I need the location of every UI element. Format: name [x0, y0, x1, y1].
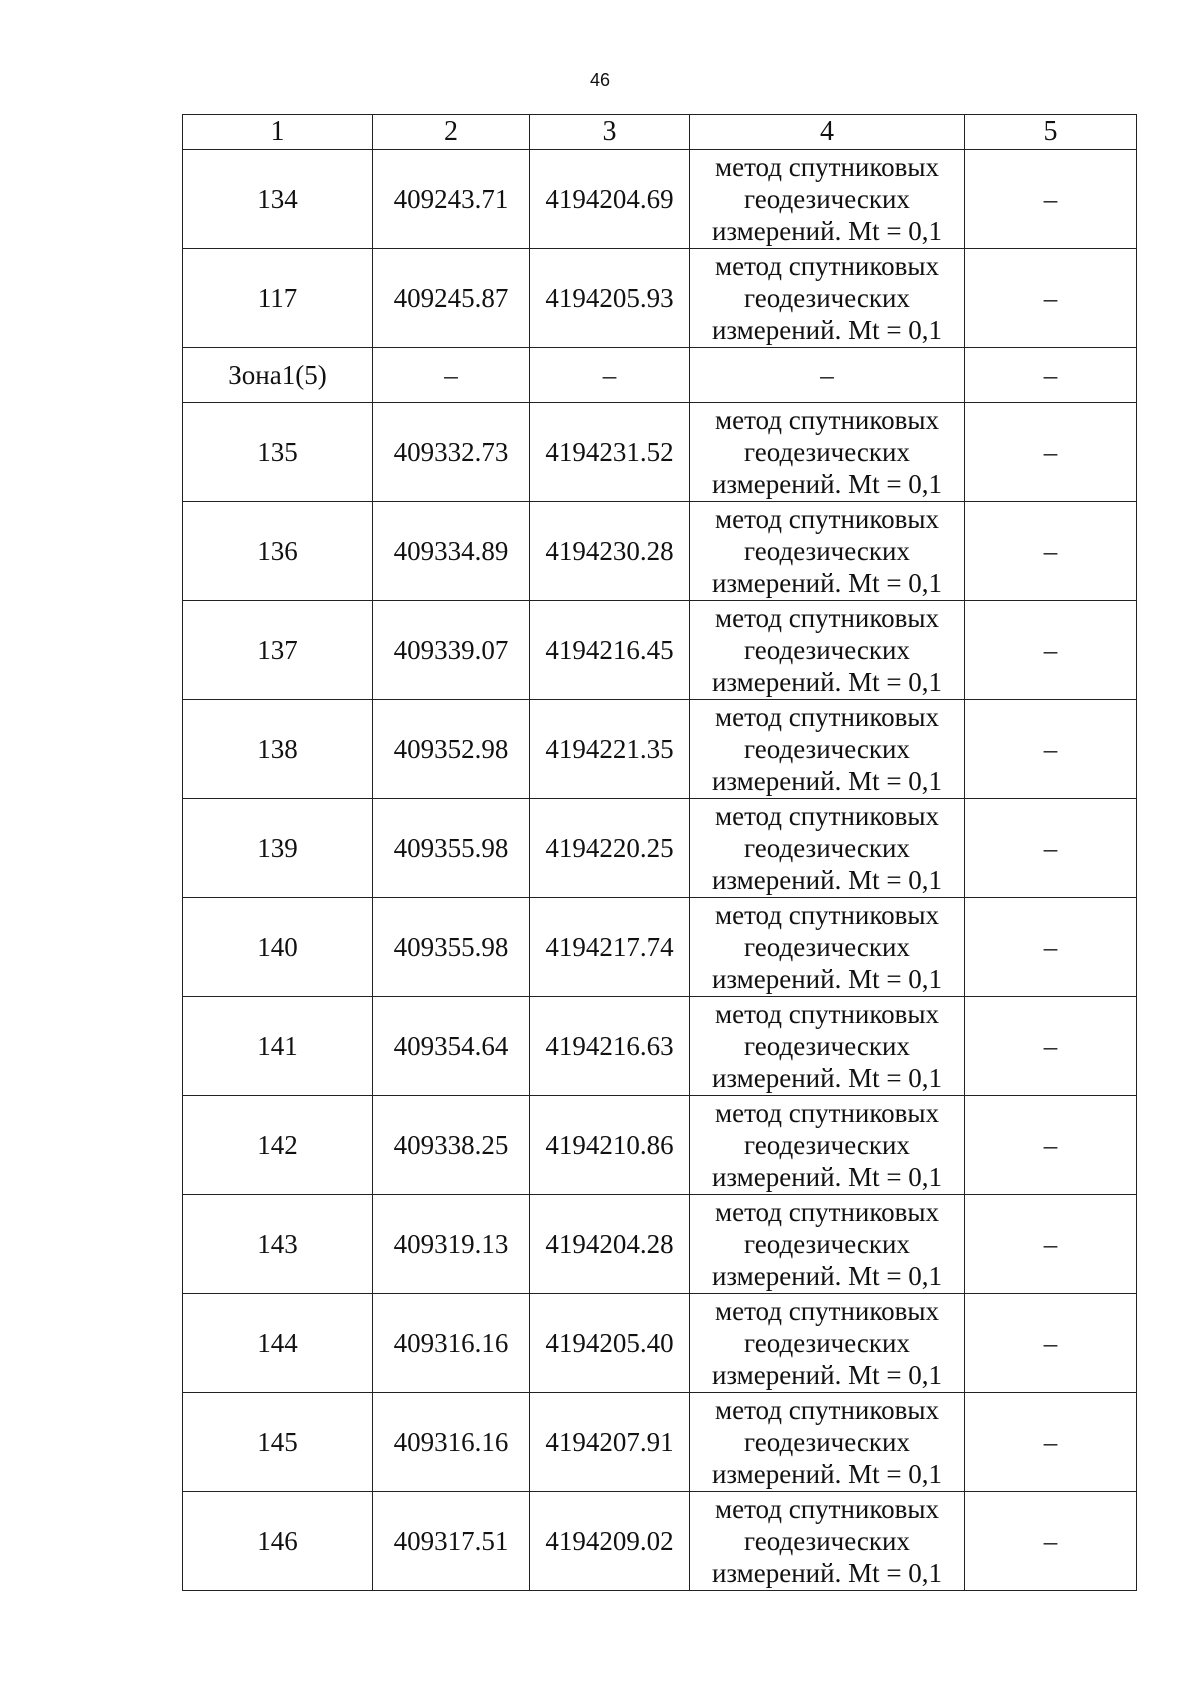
y-coordinate-cell: 4194204.28	[530, 1195, 690, 1294]
column-header-5: 5	[965, 115, 1137, 150]
column-header-4: 4	[690, 115, 965, 150]
method-line: геодезических	[744, 932, 910, 962]
point-number-cell: 139	[183, 799, 373, 898]
table-row	[183, 700, 1137, 799]
method-line: метод спутниковых	[715, 251, 939, 281]
method-line: метод спутниковых	[715, 152, 939, 182]
note-cell: –	[965, 403, 1137, 502]
x-coordinate-cell: 409339.07	[373, 601, 530, 700]
method-line: измерений. Mt = 0,1	[711, 1063, 943, 1093]
note-cell: –	[965, 1096, 1137, 1195]
method-cell	[690, 502, 965, 601]
note-cell: –	[965, 700, 1137, 799]
y-coordinate-cell: 4194209.02	[530, 1492, 690, 1591]
method-line: геодезических	[744, 1328, 910, 1358]
method-line: измерений. Mt = 0,1	[711, 216, 943, 246]
method-line: измерений. Mt = 0,1	[711, 1261, 943, 1291]
x-coordinate-cell: 409355.98	[373, 799, 530, 898]
point-number-cell: 146	[183, 1492, 373, 1591]
table-row	[183, 799, 1137, 898]
y-coordinate-cell: 4194231.52	[530, 403, 690, 502]
method-cell	[690, 700, 965, 799]
note-cell: –	[965, 799, 1137, 898]
x-coordinate-cell: 409316.16	[373, 1294, 530, 1393]
x-coordinate-cell: 409338.25	[373, 1096, 530, 1195]
method-cell	[690, 249, 965, 348]
method-line: метод спутниковых	[715, 900, 939, 930]
method-line: геодезических	[744, 1130, 910, 1160]
method-cell	[690, 799, 965, 898]
zone-row	[183, 348, 1137, 403]
method-cell	[690, 997, 965, 1096]
method-line: метод спутниковых	[715, 1395, 939, 1425]
table-row	[183, 1393, 1137, 1492]
column-header-3: 3	[530, 115, 690, 150]
note-cell: –	[965, 150, 1137, 249]
y-coordinate-cell: 4194217.74	[530, 898, 690, 997]
x-coordinate-cell: 409319.13	[373, 1195, 530, 1294]
note-cell: –	[965, 1492, 1137, 1591]
method-line: метод спутниковых	[715, 1296, 939, 1326]
point-number-cell: 144	[183, 1294, 373, 1393]
table-row	[183, 403, 1137, 502]
y-coordinate-cell: 4194216.45	[530, 601, 690, 700]
point-number-cell: 138	[183, 700, 373, 799]
method-line: измерений. Mt = 0,1	[711, 766, 943, 796]
y-coordinate-cell: 4194207.91	[530, 1393, 690, 1492]
point-number-cell: 142	[183, 1096, 373, 1195]
y-coordinate-cell: 4194210.86	[530, 1096, 690, 1195]
table-header-row	[183, 115, 1137, 150]
method-line: метод спутниковых	[715, 1098, 939, 1128]
method-line: геодезических	[744, 184, 910, 214]
table-row	[183, 1195, 1137, 1294]
table-body	[183, 150, 1137, 1591]
point-number-cell: 137	[183, 601, 373, 700]
method-line: геодезических	[744, 1526, 910, 1556]
method-line: метод спутниковых	[715, 405, 939, 435]
note-cell: –	[965, 348, 1137, 403]
y-coordinate-cell: 4194221.35	[530, 700, 690, 799]
method-line: измерений. Mt = 0,1	[711, 667, 943, 697]
method-cell	[690, 403, 965, 502]
point-number-cell: 136	[183, 502, 373, 601]
method-line: метод спутниковых	[715, 504, 939, 534]
method-line: метод спутниковых	[715, 801, 939, 831]
note-cell: –	[965, 601, 1137, 700]
method-line: метод спутниковых	[715, 702, 939, 732]
method-cell	[690, 898, 965, 997]
y-coordinate-cell: 4194205.93	[530, 249, 690, 348]
method-line: измерений. Mt = 0,1	[711, 1162, 943, 1192]
method-line: измерений. Mt = 0,1	[711, 315, 943, 345]
table-row	[183, 601, 1137, 700]
method-line: измерений. Mt = 0,1	[711, 568, 943, 598]
x-coordinate-cell: 409245.87	[373, 249, 530, 348]
table-row	[183, 1492, 1137, 1591]
method-line: измерений. Mt = 0,1	[711, 964, 943, 994]
method-line: геодезических	[744, 437, 910, 467]
method-line: измерений. Mt = 0,1	[711, 1360, 943, 1390]
method-cell	[690, 1096, 965, 1195]
point-number-cell: 117	[183, 249, 373, 348]
method-line: метод спутниковых	[715, 1197, 939, 1227]
x-coordinate-cell: 409334.89	[373, 502, 530, 601]
x-coordinate-cell: 409316.16	[373, 1393, 530, 1492]
note-cell: –	[965, 1195, 1137, 1294]
page-number: 46	[589, 70, 611, 90]
method-line: геодезических	[744, 734, 910, 764]
method-line: –	[820, 360, 834, 390]
method-line: метод спутниковых	[715, 1494, 939, 1524]
method-line: геодезических	[744, 1427, 910, 1457]
table-row	[183, 1096, 1137, 1195]
x-coordinate-cell: 409354.64	[373, 997, 530, 1096]
coordinates-table	[182, 114, 1137, 1591]
method-cell	[690, 1294, 965, 1393]
x-coordinate-cell: 409317.51	[373, 1492, 530, 1591]
method-line: геодезических	[744, 1031, 910, 1061]
method-cell	[690, 150, 965, 249]
table-row	[183, 150, 1137, 249]
note-cell: –	[965, 1294, 1137, 1393]
note-cell: –	[965, 1393, 1137, 1492]
method-line: метод спутниковых	[715, 999, 939, 1029]
table-row	[183, 249, 1137, 348]
point-number-cell: 134	[183, 150, 373, 249]
y-coordinate-cell: 4194204.69	[530, 150, 690, 249]
note-cell: –	[965, 997, 1137, 1096]
point-number-cell: Зона1(5)	[183, 348, 373, 403]
y-coordinate-cell: 4194230.28	[530, 502, 690, 601]
method-line: измерений. Mt = 0,1	[711, 865, 943, 895]
x-coordinate-cell: 409352.98	[373, 700, 530, 799]
y-coordinate-cell: 4194216.63	[530, 997, 690, 1096]
table-row	[183, 898, 1137, 997]
method-cell	[690, 601, 965, 700]
method-line: геодезических	[744, 833, 910, 863]
table-row	[183, 997, 1137, 1096]
point-number-cell: 145	[183, 1393, 373, 1492]
note-cell: –	[965, 898, 1137, 997]
method-line: геодезических	[744, 536, 910, 566]
method-line: геодезических	[744, 1229, 910, 1259]
method-line: геодезических	[744, 635, 910, 665]
x-coordinate-cell: 409332.73	[373, 403, 530, 502]
x-coordinate-cell: –	[373, 348, 530, 403]
note-cell: –	[965, 502, 1137, 601]
method-line: измерений. Mt = 0,1	[711, 469, 943, 499]
method-line: геодезических	[744, 283, 910, 313]
method-cell	[690, 1195, 965, 1294]
method-cell	[690, 1393, 965, 1492]
y-coordinate-cell: 4194220.25	[530, 799, 690, 898]
method-cell	[690, 348, 965, 403]
table-row	[183, 502, 1137, 601]
column-header-1: 1	[183, 115, 373, 150]
method-line: метод спутниковых	[715, 603, 939, 633]
method-cell	[690, 1492, 965, 1591]
y-coordinate-cell: –	[530, 348, 690, 403]
point-number-cell: 140	[183, 898, 373, 997]
y-coordinate-cell: 4194205.40	[530, 1294, 690, 1393]
point-number-cell: 135	[183, 403, 373, 502]
point-number-cell: 141	[183, 997, 373, 1096]
note-cell: –	[965, 249, 1137, 348]
column-header-2: 2	[373, 115, 530, 150]
point-number-cell: 143	[183, 1195, 373, 1294]
method-line: измерений. Mt = 0,1	[711, 1558, 943, 1588]
method-line: измерений. Mt = 0,1	[711, 1459, 943, 1489]
x-coordinate-cell: 409355.98	[373, 898, 530, 997]
table-row	[183, 1294, 1137, 1393]
x-coordinate-cell: 409243.71	[373, 150, 530, 249]
